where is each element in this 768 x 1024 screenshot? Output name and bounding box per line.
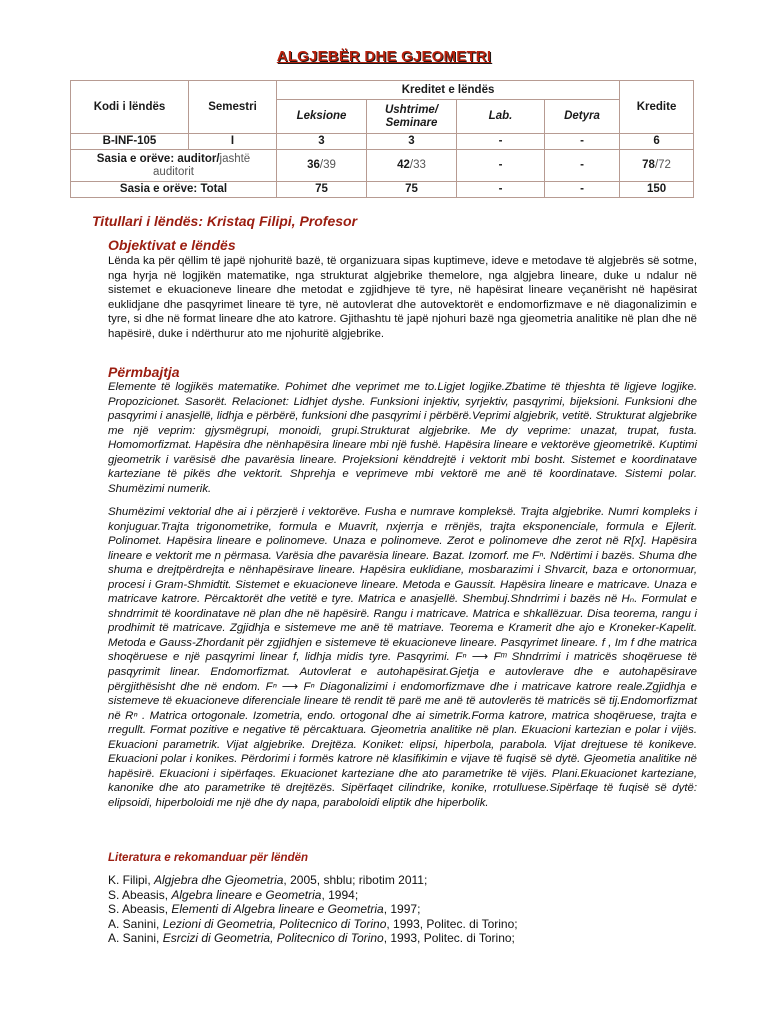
header-kredite: Kredite (620, 81, 694, 134)
literature-list (108, 873, 518, 946)
leksione-hours: 36/39 (277, 150, 367, 182)
leksione-value: 3 (277, 134, 367, 150)
lab-hours: - (457, 150, 545, 182)
list-item: S. Abeasis, Elementi di Algebra lineare e Geometria, 1997; (108, 902, 421, 917)
page-title: ALGJEBËR DHE GJEOMETRI (276, 48, 492, 65)
kredite-value: 6 (620, 134, 694, 150)
course-code: B-INF-105 (71, 134, 189, 150)
ushtrime-value: 3 (367, 134, 457, 150)
semester-value: I (189, 134, 277, 150)
lab-total: - (457, 182, 545, 198)
kredite-hours: 78/72 (620, 150, 694, 182)
list-item: A. Sanini, Lezioni di Geometria, Politecnico di Torino, 1993, Politec. di Torino; (108, 916, 518, 931)
header-ushtrime: Ushtrime/ Seminare (367, 100, 457, 134)
ushtrime-total: 75 (367, 182, 457, 198)
detyra-total: - (545, 182, 620, 198)
list-item: S. Abeasis, Algebra lineare e Geometria, 1994; (108, 887, 359, 902)
hours-label: Sasia e orëve: auditor/jashtë auditorit (71, 150, 277, 182)
header-detyra: Detyra (545, 100, 620, 134)
detyra-value: - (545, 134, 620, 150)
table-row (71, 182, 694, 198)
objectives-heading: Objektivat e lëndës (108, 237, 236, 253)
content-paragraph-2: Shumëzimi vektorial dhe ai i përzjerë i vektorëve. Fusha e numrave kompleksë. Trajta algjebrike. Numri kompleks i konjuguar.Trajta trigonometrike, formula e Muavrit, nxjerrja e rrënjës, trajta eksponenciale, formula e Ejlerit. Polinomet. Hapësira lineare e polinomeve. Unaza e polinomeve. Zerot e polinomeve dhe zerot në R[x]. Hapësira lineare e vektorit me n përmasa. Varësia dhe pavarësia lineare. Bazat. Izomorf. me Fⁿ. Ndërtimi i bazës. Shuma dhe shuma e drejtpërdrejta e nënhapësirave lineare. Hapësira euklidiane, mosbarazimi i Shvarcit, baza e ortonormuar, procesi i Gram-Shmidtit. Sistemet e ekuacioneve lineare. Metoda e Gaussit. Hapësira lineare e matricave. Unaza e matricave katrore. Përcaktorët dhe vetitë e tyre. Matrica e anasjellë. Shembuj.Shndrrimi i bazës në Hₙ. Formulat e shndrrimit të koordinatave në plan dhe në hapësirë. Rangu i matricave. Matrica e shkallëzuar. Disa teorema, rangu i prodhimit të matricave. Zgjidhja e sistemeve me anë të matriave. Teorema e Kramerit dhe ajo e Kroneker-Kapelit. Metoda e Gauss-Zhordanit për zgjidhjen e sistemeve të ekuacioneve lineare. Pasqyrimet lineare. f , Im f dhe matrica shoqëruese e një pasqyrimi linear f, lidhja midis tyre. Pasqyrimi. Fⁿ ⟶ Fᵐ Shndrrimi i matricës shoqëruese të pasqyrimit linear. Endomorfizmat. Autovlerat e autohapësirat.Gjetja e autovlerave dhe e autohapësirave përgjithësisht dhe në endom. Fⁿ ⟶ Fⁿ Diagonalizimi i endomorfizmave dhe i matricave katrore reale.Zgjidhja e sistemeve të ekuacioneve diferenciale lineare të rendit të parë me anë të autovlerës të matricës së tij.Endomorfizmat në Rⁿ . Matrica ortogonale. Izometria, endo. ortogonal dhe ai simetrik.Forma katrore, matrica shoqëruese, trajta e rregullt. Format pozitive e negative të përcaktuara. Gjeometria analitike në plan. Ekuacioni kartezian e polar i vijës. Ekuacioni parametrik. Vijat algjebrike. Drejtëza. Koniket: elipsi, hiperbola, parabola. Vijat drejtuese të konikeve. Ekuacioni polar i konikes. Përdorimi i formës katrore në klasifikimin e vijave të fuqisë së dytë. Gjeometia analitike në hapësirë. Ekuacioni i sipërfaqes. Ekuacionet karteziane dhe ato parametrike të vijës. Plani.Ekuacionet karteziane, kanonike dhe ato parametrike të drejtëzës. Sipërfaqet cilindrike, konike, rrotulluese.Sipërfaqe të fuqisë së dytë: elipsoidi, hiperboloidi me një dhe dy napa, paraboloidi eliptik dhe hiperbolik. (108, 506, 697, 809)
content-paragraph-1: Elemente të logjikës matematike. Pohimet dhe veprimet me to.Ligjet logjike.Zbatime të thjeshta të ligjeve logjike. Propozicionet. Sasorët. Relacionet: Lidhjet dyshe. Funksioni injektiv, syrjektiv, pasqyrimi, bijeksioni. Funksioni dhe pasqyrimi i anasjellë, lidhja e përbërë, funksioni dhe pasqyrimi i përbërë.Veprimi algjebrik, vetitë. Strukturat algjebrike me një veprim: gjysmëgrupi, monoidi, grupi.Strukturat algjebrike. Me dy veprime: unazat, trupat, fusta. Homomorfizmat. Hapësira dhe nënhapësira lineare mbi një fushë. Hapësira lineare e vektorëve gjeometrikë. Kuptimi gjeometrik i varësisë dhe pavarësia lineare. Projeksioni kënddrejtë i vektorit mbi bosht. Sistemet e koordinatave karteziane të pikës dhe vektorit. Shprehja e veprimeve mbi vektorë me anë të koordinatave. Sistemi polar. Shumëzimi numerik. (108, 381, 698, 495)
course-holder: Titullari i lëndës: Kristaq Filipi, Profesor (92, 213, 358, 229)
lab-value: - (457, 134, 545, 150)
header-leksione: Leksione (277, 100, 367, 134)
kredite-total: 150 (620, 182, 694, 198)
detyra-hours: - (545, 150, 620, 182)
ushtrime-hours: 42/33 (367, 150, 457, 182)
total-label: Sasia e orëve: Total (71, 182, 277, 198)
header-kodi: Kodi i lëndës (71, 81, 189, 134)
table-row (71, 150, 694, 182)
list-item: K. Filipi, Algjebra dhe Gjeometria, 2005, shblu; ribotim 2011; (108, 873, 428, 887)
literature-heading: Literatura e rekomanduar për lëndën (108, 852, 309, 864)
content-heading: Përmbajtja (108, 364, 180, 380)
objectives-text: Lënda ka për qëllim të japë njohuritë bazë, të organizuara sipas kuptimeve, ideve e metodave të algjebrës së sotme, nga hyrja në logjikën matematike, nga strukturat algjebrike themelore, nga algjebra lineare, duke u ndalur në sistemet e ekuacioneve lineare dhe metodat e zgjidhjeve të tyre, në hapësirat lineare veçanërisht në hapësirat euklidjane dhe pasqyrimet lineare të tyre, në autovlerat dhe autovektorët e endomorfizmave e në diagonalizimin e tyre, si dhe në format lineare dhe ato katrore. Gjithashtu të japë njohuri bazë nga gjeometria analitike në plan dhe në hapësirë, duke i ndërthurur ato me njohuritë algjebrike. (108, 255, 697, 340)
table-row (71, 134, 694, 150)
header-kreditet: Kreditet e lëndës (277, 81, 620, 100)
leksione-total: 75 (277, 182, 367, 198)
header-semestri: Semestri (189, 81, 277, 134)
credits-table (70, 80, 694, 198)
header-lab: Lab. (457, 100, 545, 134)
list-item: A. Sanini, Esrcizi di Geometria, Politecnico di Torino, 1993, Politec. di Torino; (108, 931, 515, 946)
